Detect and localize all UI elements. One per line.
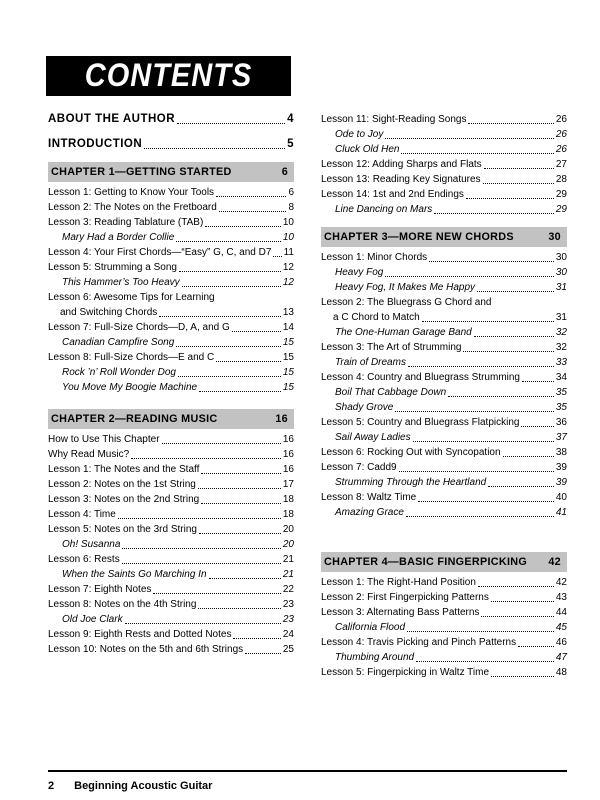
entry-label: Lesson 2: The Notes on the Fretboard: [48, 202, 217, 213]
dot-leader: [178, 376, 281, 377]
toc-columns: [48, 112, 567, 680]
entry-page-number: 30: [555, 252, 567, 263]
song-entry: [321, 385, 567, 400]
entry-label: Lesson 3: Notes on the 2nd String: [48, 494, 200, 505]
song-entry: [321, 355, 567, 370]
footer-divider: [48, 770, 567, 772]
entry-page-number: 33: [555, 357, 567, 368]
lesson-entry: [48, 447, 294, 462]
song-entry: [321, 505, 567, 520]
entry-label: Lesson 7: Full-Size Chords—D, A, and G: [48, 322, 230, 333]
lesson-entry: [48, 245, 294, 260]
entry-label: Lesson 7: Eighth Notes: [48, 584, 152, 595]
chapter-header: [48, 409, 294, 429]
entry-page-number: 23: [282, 614, 294, 625]
lesson-entry: [321, 250, 567, 265]
dot-leader: [199, 533, 281, 534]
entry-label: Amazing Grace: [335, 507, 404, 518]
entry-page-number: 20: [282, 539, 294, 550]
entry-label: Lesson 6: Rocking Out with Syncopation: [321, 447, 501, 458]
lesson-entry: [321, 635, 567, 650]
entry-label: How to Use This Chapter: [48, 434, 160, 445]
entry-label: Lesson 3: Alternating Bass Patterns: [321, 607, 480, 618]
entry-page-number: 21: [282, 554, 294, 565]
entry-label: Sail Away Ladies: [335, 432, 411, 443]
entry-page-number: 10: [282, 232, 294, 243]
dot-leader: [484, 168, 554, 169]
entry-page-number: 23: [282, 599, 294, 610]
entry-page-number: 47: [555, 652, 567, 663]
chapter-page-number: 6: [281, 165, 288, 178]
entry-page-number: 16: [282, 464, 294, 475]
entry-label: Heavy Fog, It Makes Me Happy: [335, 282, 476, 293]
entry-page-number: 37: [555, 432, 567, 443]
entry-page-number: 31: [555, 282, 567, 293]
entry-label: Lesson 2: Notes on the 1st String: [48, 479, 196, 490]
entry-page-number: 48: [555, 667, 567, 678]
dot-leader: [416, 661, 554, 662]
entry-page-number: 12: [282, 262, 294, 273]
dot-leader: [466, 198, 554, 199]
dot-leader: [474, 336, 554, 337]
entry-page-number: 18: [282, 494, 294, 505]
front-matter-entry: [48, 137, 294, 152]
entry-page-number: 11: [283, 247, 294, 258]
entry-page-number: 32: [555, 327, 567, 338]
dot-leader: [122, 548, 281, 549]
dot-leader: [478, 586, 554, 587]
entry-label: ABOUT THE AUTHOR: [48, 113, 176, 125]
dot-leader: [406, 516, 554, 517]
dot-leader: [395, 411, 554, 412]
entry-label: Heavy Fog: [335, 267, 384, 278]
toc-column-left: [48, 112, 294, 680]
song-entry: [321, 400, 567, 415]
entry-label: Lesson 5: Notes on the 3rd String: [48, 524, 197, 535]
dot-leader: [401, 153, 553, 154]
song-entry: [48, 380, 294, 395]
lesson-entry: [48, 597, 294, 612]
song-entry: [48, 537, 294, 552]
lesson-entry: [48, 507, 294, 522]
dot-leader: [216, 361, 281, 362]
entry-page-number: 15: [282, 382, 294, 393]
entry-page-number: 24: [282, 629, 294, 640]
entry-page-number: 14: [282, 322, 294, 333]
entry-label: Thumbing Around: [335, 652, 415, 663]
dot-leader: [468, 123, 553, 124]
dot-leader: [481, 616, 553, 617]
entry-label: Lesson 1: The Notes and the Staff: [48, 464, 200, 475]
lesson-entry: [321, 605, 567, 620]
dot-leader: [198, 488, 281, 489]
chapter-title: CHAPTER 4—BASIC FINGERPICKING: [324, 555, 528, 568]
lesson-entry: [321, 665, 567, 680]
entry-page-number: 44: [555, 607, 567, 618]
lesson-entry: [48, 432, 294, 447]
lesson-entry: [48, 462, 294, 477]
entry-page-number: 16: [282, 434, 294, 445]
entry-page-number: 18: [282, 509, 294, 520]
entry-label: Lesson 10: Notes on the 5th and 6th Strings: [48, 644, 244, 655]
dot-leader: [273, 256, 281, 257]
dot-leader: [176, 346, 281, 347]
entry-page-number: 17: [282, 479, 294, 490]
dot-leader: [179, 271, 281, 272]
dot-leader: [503, 456, 554, 457]
dot-leader: [131, 458, 281, 459]
entry-label: Lesson 8: Full-Size Chords—E and C: [48, 352, 215, 363]
dot-leader: [491, 601, 554, 602]
entry-label: Lesson 6: Rests: [48, 554, 120, 565]
song-entry: [321, 430, 567, 445]
lesson-entry: [321, 172, 567, 187]
contents-title-banner: [46, 56, 291, 96]
lesson-entry: [321, 590, 567, 605]
entry-label: Lesson 4: Country and Bluegrass Strumming: [321, 372, 520, 383]
entry-label: Lesson 4: Your First Chords—“Easy” G, C, and D7: [48, 247, 272, 258]
entry-label: Boil That Cabbage Down: [335, 387, 447, 398]
entry-page-number: 20: [282, 524, 294, 535]
dot-leader: [407, 631, 554, 632]
entry-label: Lesson 11: Sight-Reading Songs: [321, 114, 467, 125]
lesson-entry: [48, 215, 294, 230]
lesson-entry: [48, 185, 294, 200]
entry-label: Lesson 12: Adding Sharps and Flats: [321, 159, 482, 170]
song-entry: [48, 612, 294, 627]
chapter-header: [321, 227, 567, 247]
entry-page-number: 30: [555, 267, 567, 278]
entry-page-number: 26: [555, 129, 567, 140]
lesson-entry: [48, 582, 294, 597]
entry-label: Lesson 2: The Bluegrass G Chord and: [321, 297, 492, 308]
entry-page-number: 15: [282, 352, 294, 363]
entry-label: California Flood: [335, 622, 406, 633]
chapter-page-number: 42: [548, 555, 561, 568]
lesson-entry: [48, 477, 294, 492]
song-entry: [321, 620, 567, 635]
dot-leader: [418, 501, 554, 502]
lesson-entry: [321, 340, 567, 355]
lesson-entry: [321, 460, 567, 475]
entry-page-number: 46: [555, 637, 567, 648]
song-entry: [48, 335, 294, 350]
entry-label: Lesson 14: 1st and 2nd Endings: [321, 189, 464, 200]
lesson-entry: [48, 627, 294, 642]
entry-label: Cluck Old Hen: [335, 144, 400, 155]
dot-leader: [233, 638, 280, 639]
entry-label: Oh! Susanna: [62, 539, 121, 550]
song-entry: [321, 142, 567, 157]
dot-leader: [198, 608, 280, 609]
entry-page-number: 25: [282, 644, 294, 655]
entry-page-number: 28: [555, 174, 567, 185]
entry-page-number: 34: [555, 372, 567, 383]
entry-label: Canadian Campfire Song: [62, 337, 175, 348]
entry-page-number: 38: [555, 447, 567, 458]
entry-page-number: 36: [555, 417, 567, 428]
dot-leader: [488, 486, 554, 487]
chapter-title: CHAPTER 2—READING MUSIC: [51, 412, 218, 425]
lesson-entry: [321, 157, 567, 172]
entry-page-number: 27: [555, 159, 567, 170]
dot-leader: [201, 473, 280, 474]
lesson-entry: [321, 575, 567, 590]
entry-label: Lesson 3: The Art of Strumming: [321, 342, 462, 353]
entry-label: The One-Human Garage Band: [335, 327, 472, 338]
entry-label: Lesson 4: Time: [48, 509, 116, 520]
entry-label: INTRODUCTION: [48, 138, 143, 150]
song-entry: [48, 365, 294, 380]
dot-leader: [483, 183, 554, 184]
entry-label: Lesson 13: Reading Key Signatures: [321, 174, 481, 185]
entry-page-number: 4: [287, 113, 294, 125]
entry-label: Ode to Joy: [335, 129, 384, 140]
song-entry: [321, 280, 567, 295]
dot-leader: [118, 518, 281, 519]
dot-leader: [209, 578, 281, 579]
entry-page-number: 15: [282, 367, 294, 378]
entry-label: Lesson 5: Strumming a Song: [48, 262, 177, 273]
front-matter-entry: [48, 112, 294, 127]
entry-label: Lesson 1: The Right-Hand Position: [321, 577, 476, 588]
entry-page-number: 29: [555, 204, 567, 215]
lesson-entry: [48, 642, 294, 657]
entry-page-number: 43: [555, 592, 567, 603]
dot-leader: [385, 276, 554, 277]
chapter-header: [321, 552, 567, 572]
lesson-entry: [48, 552, 294, 567]
entry-label: Lesson 7: Cadd9: [321, 462, 397, 473]
entry-page-number: 15: [282, 337, 294, 348]
entry-label: Lesson 8: Notes on the 4th String: [48, 599, 197, 610]
dot-leader: [422, 321, 554, 322]
entry-label: You Move My Boogie Machine: [62, 382, 198, 393]
song-entry: [48, 230, 294, 245]
lesson-entry: [48, 522, 294, 537]
entry-label: Lesson 5: Country and Bluegrass Flatpicking: [321, 417, 520, 428]
footer-page-number: 2: [48, 780, 55, 792]
lesson-entry: [48, 305, 294, 320]
entry-page-number: 35: [555, 402, 567, 413]
dot-leader: [159, 316, 281, 317]
lesson-entry: [48, 200, 294, 215]
entry-page-number: 41: [555, 507, 567, 518]
entry-page-number: 26: [555, 144, 567, 155]
dot-leader: [429, 261, 554, 262]
entry-page-number: 12: [282, 277, 294, 288]
toc-column-right: [321, 112, 567, 680]
dot-leader: [521, 426, 553, 427]
entry-label: and Switching Chords: [60, 307, 158, 318]
dot-leader: [477, 291, 554, 292]
entry-label: Why Read Music?: [48, 449, 130, 460]
entry-page-number: 16: [282, 449, 294, 460]
dot-leader: [463, 351, 553, 352]
song-entry: [48, 275, 294, 290]
lesson-entry: [48, 260, 294, 275]
entry-label: Old Joe Clark: [62, 614, 123, 625]
lesson-entry: [48, 492, 294, 507]
entry-label: Shady Grove: [335, 402, 394, 413]
dot-leader: [491, 676, 554, 677]
section-gap: [321, 520, 567, 550]
entry-label: Lesson 2: First Fingerpicking Patterns: [321, 592, 489, 603]
lesson-entry: [321, 310, 567, 325]
entry-page-number: 35: [555, 387, 567, 398]
lesson-entry: [48, 290, 294, 305]
entry-page-number: 8: [288, 202, 294, 213]
entry-page-number: 39: [555, 477, 567, 488]
chapter-page-number: 16: [275, 412, 288, 425]
dot-leader: [153, 593, 280, 594]
entry-label: Lesson 5: Fingerpicking in Waltz Time: [321, 667, 490, 678]
lesson-entry: [321, 112, 567, 127]
dot-leader: [122, 563, 281, 564]
song-entry: [321, 202, 567, 217]
entry-label: This Hammer’s Too Heavy: [62, 277, 180, 288]
chapter-title: CHAPTER 3—MORE NEW CHORDS: [324, 230, 514, 243]
song-entry: [321, 650, 567, 665]
entry-label: Lesson 4: Travis Picking and Pinch Patterns: [321, 637, 517, 648]
lesson-entry: [321, 295, 567, 310]
entry-label: Rock ’n’ Roll Wonder Dog: [62, 367, 176, 378]
dot-leader: [182, 286, 281, 287]
song-entry: [321, 475, 567, 490]
dot-leader: [219, 211, 287, 212]
dot-leader: [216, 196, 286, 197]
song-entry: [321, 265, 567, 280]
entry-page-number: 39: [555, 462, 567, 473]
chapter-header: [48, 162, 294, 182]
entry-label: Lesson 9: Eighth Rests and Dotted Notes: [48, 629, 232, 640]
footer-book-title: Beginning Acoustic Guitar: [74, 780, 213, 792]
entry-page-number: 22: [282, 584, 294, 595]
song-entry: [321, 325, 567, 340]
dot-leader: [399, 471, 554, 472]
dot-leader: [199, 391, 281, 392]
section-gap: [48, 395, 294, 407]
song-entry: [321, 127, 567, 142]
entry-page-number: 29: [555, 189, 567, 200]
entry-label: When the Saints Go Marching In: [62, 569, 207, 580]
entry-label: Mary Had a Border Collie: [62, 232, 175, 243]
entry-label: Lesson 1: Minor Chords: [321, 252, 428, 263]
entry-label: Strumming Through the Heartland: [335, 477, 487, 488]
entry-label: Lesson 3: Reading Tablature (TAB): [48, 217, 204, 228]
entry-page-number: 42: [555, 577, 567, 588]
entry-page-number: 32: [555, 342, 567, 353]
song-entry: [48, 567, 294, 582]
entry-page-number: 5: [287, 138, 294, 150]
entry-label: Lesson 6: Awesome Tips for Learning: [48, 292, 215, 303]
dot-leader: [434, 213, 554, 214]
lesson-entry: [321, 490, 567, 505]
dot-leader: [413, 441, 554, 442]
dot-leader: [522, 381, 554, 382]
dot-leader: [408, 366, 554, 367]
entry-label: Lesson 1: Getting to Know Your Tools: [48, 187, 215, 198]
lesson-entry: [48, 350, 294, 365]
dot-leader: [448, 396, 554, 397]
page-footer: [48, 780, 212, 792]
entry-page-number: 10: [282, 217, 294, 228]
entry-page-number: 26: [555, 114, 567, 125]
dot-leader: [162, 443, 281, 444]
lesson-entry: [321, 415, 567, 430]
page-title: CONTENTS: [84, 57, 253, 94]
dot-leader: [125, 623, 281, 624]
dot-leader: [144, 148, 285, 149]
entry-page-number: 45: [555, 622, 567, 633]
dot-leader: [232, 331, 281, 332]
entry-label: Lesson 8: Waltz Time: [321, 492, 417, 503]
dot-leader: [177, 123, 285, 124]
entry-page-number: 31: [555, 312, 567, 323]
dot-leader: [201, 503, 281, 504]
lesson-entry: [48, 320, 294, 335]
entry-label: a C Chord to Match: [333, 312, 420, 323]
entry-page-number: 13: [282, 307, 294, 318]
entry-page-number: 6: [288, 187, 294, 198]
lesson-entry: [321, 187, 567, 202]
dot-leader: [205, 226, 281, 227]
section-gap: [321, 217, 567, 225]
entry-label: Train of Dreams: [335, 357, 406, 368]
dot-leader: [518, 646, 554, 647]
entry-label: Line Dancing on Mars: [335, 204, 433, 215]
chapter-title: CHAPTER 1—GETTING STARTED: [51, 165, 232, 178]
chapter-page-number: 30: [548, 230, 561, 243]
entry-page-number: 40: [555, 492, 567, 503]
entry-page-number: 21: [282, 569, 294, 580]
dot-leader: [176, 241, 281, 242]
lesson-entry: [321, 445, 567, 460]
dot-leader: [385, 138, 554, 139]
dot-leader: [245, 653, 281, 654]
lesson-entry: [321, 370, 567, 385]
